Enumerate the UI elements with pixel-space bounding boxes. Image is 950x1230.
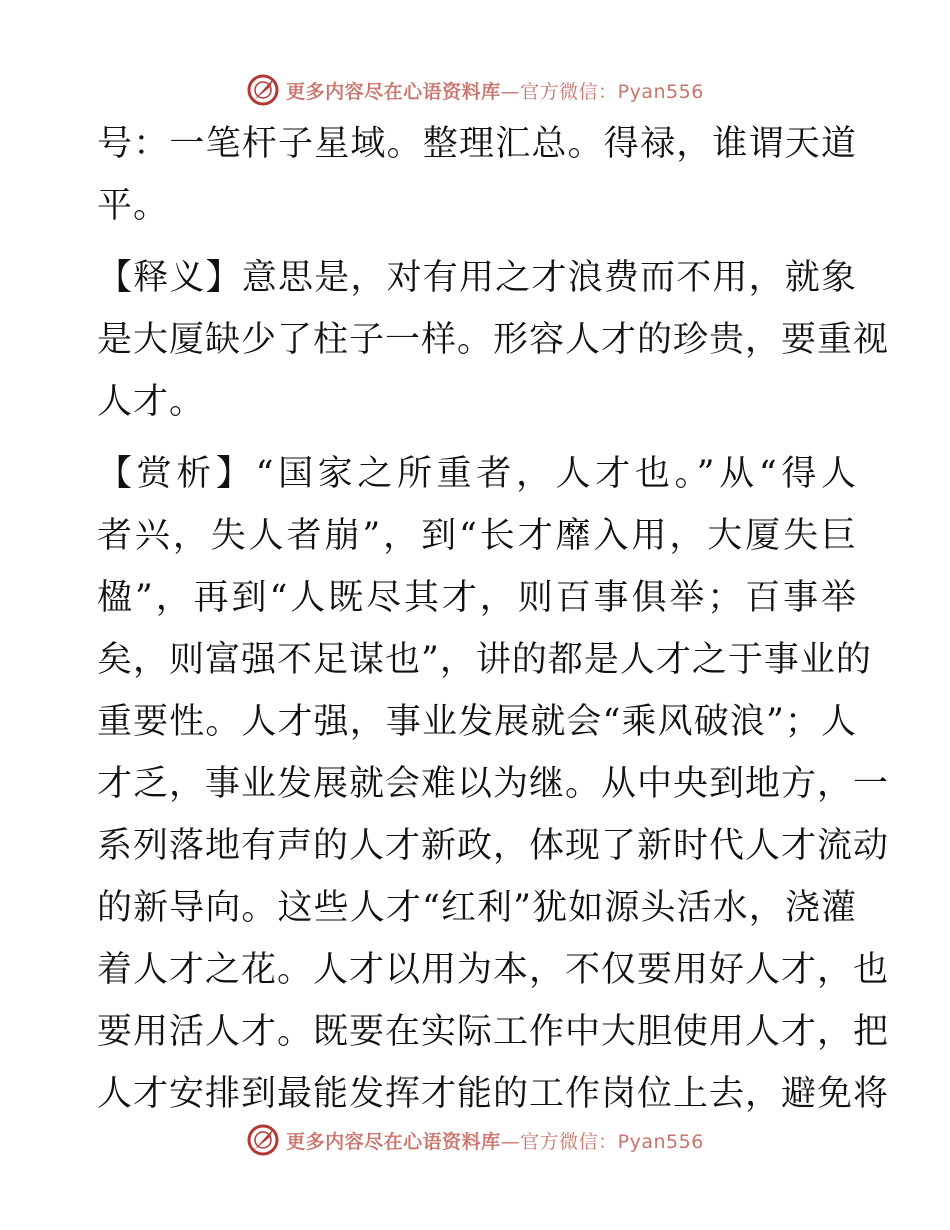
text-line: 【赏析】“国家之所重者，人才也。”从“得人: [97, 454, 857, 494]
text-line: 楹”，再到“人既尽其才，则百事俱举；百事举: [97, 578, 857, 618]
text-line: 平。: [97, 186, 170, 226]
quill-logo-icon: [246, 73, 280, 107]
text-line: 【释义】意思是，对有用之才浪费而不用，就象: [97, 258, 857, 298]
banner-wechat: 官方微信：Pyan556: [520, 1130, 704, 1153]
text-line: 重要性。人才强，事业发展就会“乘风破浪”；人: [97, 702, 857, 742]
text-line: 矣，则富强不足谋也”，讲的都是人才之于事业的: [97, 640, 872, 680]
banner-title: 更多内容尽在心语资料库: [286, 1130, 501, 1153]
banner-wechat: 官方微信：Pyan556: [520, 80, 704, 103]
header-banner: [0, 70, 950, 110]
paragraph-analysis: [97, 443, 890, 1125]
banner-title: 更多内容尽在心语资料库: [286, 80, 501, 103]
text-line: 系列落地有声的人才新政，体现了新时代人才流动: [97, 826, 890, 866]
text-line: 者兴，失人者崩”，到“长才靡入用，大厦失巨: [97, 516, 857, 556]
text-line: 号：一笔杆子星域。整理汇总。得禄，谁谓天道: [97, 124, 857, 164]
paragraph-intro: [97, 113, 857, 237]
text-line: 着人才之花。人才以用为本，不仅要用好人才，也: [97, 950, 890, 990]
banner-text: [286, 1127, 704, 1154]
paragraph-definition: [97, 247, 890, 433]
document-body: [97, 113, 890, 1125]
text-line: 人才安排到最能发挥才能的工作岗位上去，避免将: [97, 1074, 890, 1114]
text-line: 是大厦缺少了柱子一样。形容人才的珍贵，要重视: [97, 320, 890, 360]
text-line: 才乏，事业发展就会难以为继。从中央到地方，一: [97, 764, 890, 804]
banner-dash: —: [500, 1130, 521, 1153]
text-line: 要用活人才。既要在实际工作中大胆使用人才，把: [97, 1012, 890, 1052]
banner-dash: —: [500, 80, 521, 103]
footer-banner: [0, 1120, 950, 1160]
text-line: 人才。: [97, 382, 206, 422]
text-line: 的新导向。这些人才“红利”犹如源头活水，浇灌: [97, 888, 857, 928]
quill-logo-icon: [246, 1123, 280, 1157]
banner-text: [286, 77, 704, 104]
